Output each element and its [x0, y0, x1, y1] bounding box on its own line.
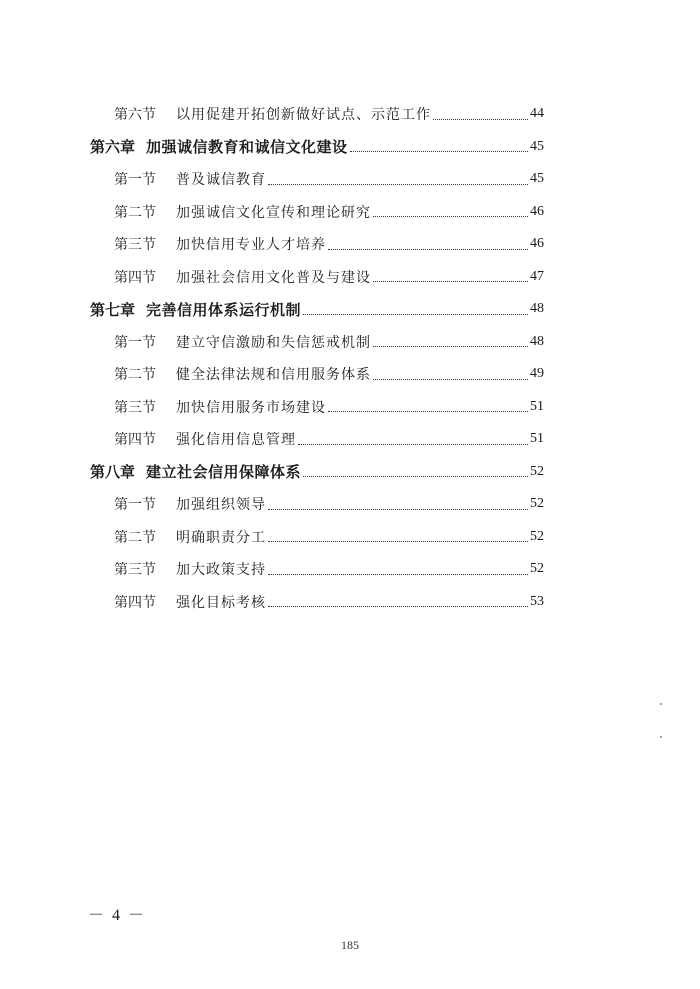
toc-leader-dots: [328, 411, 528, 412]
toc-entry[interactable]: [0, 553, 700, 586]
toc-entry-title: 明确职责分工: [176, 529, 266, 546]
toc-chapter-title: 完善信用体系运行机制: [146, 300, 302, 319]
toc-entry[interactable]: [0, 196, 700, 229]
toc-chapter-title: 建立社会信用保障体系: [146, 463, 302, 482]
toc-entry-title: 加快信用专业人才培养: [176, 237, 326, 254]
toc-entry-page: 51: [530, 398, 544, 414]
toc-leader-dots: [268, 184, 528, 185]
toc-leader-dots: [373, 379, 528, 380]
toc-entry-page: 52: [530, 463, 544, 479]
toc-entry-page: 46: [530, 203, 544, 219]
toc-entry[interactable]: [0, 521, 700, 554]
toc-leader-dots: [268, 509, 528, 510]
toc-entry-number: 第二节: [114, 367, 156, 384]
toc-entry-page: 52: [530, 561, 544, 577]
toc-entry-title: 加大政策支持: [176, 562, 266, 579]
toc-entry[interactable]: [0, 228, 700, 261]
toc-entry-title: 普及诚信教育: [176, 172, 266, 189]
toc-leader-dots: [268, 606, 528, 607]
toc-entry-page: 45: [530, 171, 544, 187]
toc-entry[interactable]: [0, 358, 700, 391]
toc-entry-title: 健全法律法规和信用服务体系: [176, 367, 371, 384]
scan-page-number: 185: [341, 938, 359, 952]
toc-leader-dots: [268, 541, 528, 542]
toc-entry-page: 45: [530, 138, 544, 154]
toc-entry-page: 46: [530, 236, 544, 252]
toc-leader-dots: [268, 574, 528, 575]
toc-entry-number: 第三节: [114, 399, 156, 416]
toc-entry-number: 第四节: [114, 269, 156, 286]
toc-entry[interactable]: [0, 391, 700, 424]
toc-leader-dots: [303, 476, 528, 477]
toc-entry-title: 加快信用服务市场建设: [176, 399, 326, 416]
toc-leader-dots: [433, 119, 528, 120]
toc-entry-title: 加强诚信文化宣传和理论研究: [176, 204, 371, 221]
toc-chapter-entry[interactable]: [0, 293, 700, 326]
toc-entry-page: 49: [530, 366, 544, 382]
toc-chapter-number: 第七章: [90, 300, 136, 319]
toc-chapter-entry[interactable]: [0, 131, 700, 164]
toc-entry-number: 第四节: [114, 594, 156, 611]
toc-entry-title: 加强组织领导: [176, 497, 266, 514]
toc-entry-page: 48: [530, 333, 544, 349]
toc-entry[interactable]: [0, 488, 700, 521]
toc-entry-page: 53: [530, 593, 544, 609]
toc-leader-dots: [350, 151, 528, 152]
toc-entry-page: 44: [530, 106, 544, 122]
toc-entry-number: 第二节: [114, 204, 156, 221]
scan-speck: [660, 703, 662, 705]
toc-entry-page: 47: [530, 268, 544, 284]
toc-entry[interactable]: [0, 586, 700, 619]
toc-entry-page: 51: [530, 431, 544, 447]
toc-entry-number: 第一节: [114, 497, 156, 514]
toc-leader-dots: [303, 314, 528, 315]
toc-entry[interactable]: [0, 261, 700, 294]
toc-entry-page: 48: [530, 301, 544, 317]
toc-chapter-title: 加强诚信教育和诚信文化建设: [146, 138, 348, 157]
scan-speck: [660, 736, 662, 738]
toc-entry-number: 第四节: [114, 432, 156, 449]
toc-entry-title: 强化目标考核: [176, 594, 266, 611]
toc-entry-number: 第三节: [114, 562, 156, 579]
table-of-contents: [0, 98, 700, 618]
toc-entry-page: 52: [530, 496, 544, 512]
toc-chapter-number: 第六章: [90, 138, 136, 157]
toc-leader-dots: [298, 444, 528, 445]
toc-entry-number: 第一节: [114, 172, 156, 189]
toc-leader-dots: [373, 281, 528, 282]
toc-entry[interactable]: [0, 326, 700, 359]
toc-chapter-entry[interactable]: [0, 456, 700, 489]
page-number-footer: － 4 －: [88, 907, 147, 924]
toc-entry[interactable]: [0, 98, 700, 131]
toc-entry-title: 加强社会信用文化普及与建设: [176, 269, 371, 286]
toc-entry-number: 第三节: [114, 237, 156, 254]
toc-chapter-number: 第八章: [90, 463, 136, 482]
toc-entry-title: 强化信用信息管理: [176, 432, 296, 449]
toc-entry[interactable]: [0, 423, 700, 456]
toc-entry-page: 52: [530, 528, 544, 544]
toc-entry[interactable]: [0, 163, 700, 196]
toc-entry-title: 建立守信激励和失信惩戒机制: [176, 334, 371, 351]
toc-leader-dots: [328, 249, 528, 250]
toc-entry-number: 第六节: [114, 107, 156, 124]
toc-entry-number: 第一节: [114, 334, 156, 351]
toc-leader-dots: [373, 346, 528, 347]
toc-entry-number: 第二节: [114, 529, 156, 546]
toc-entry-title: 以用促建开拓创新做好试点、示范工作: [176, 107, 431, 124]
toc-leader-dots: [373, 216, 528, 217]
